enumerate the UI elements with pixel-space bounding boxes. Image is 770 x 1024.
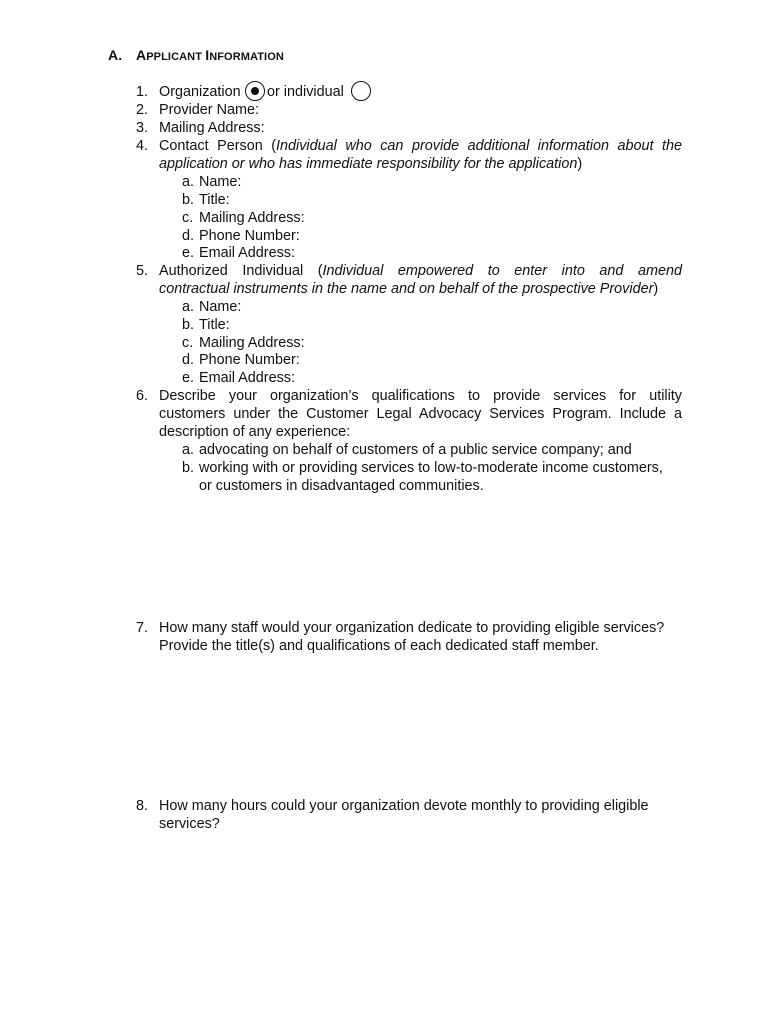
hours-question-line2: services? xyxy=(159,816,220,832)
sub-letter: b. xyxy=(182,460,195,476)
provider-name-label: Provider Name: xyxy=(159,102,259,118)
sub-letter: a. xyxy=(182,299,195,315)
sub-letter: d. xyxy=(182,228,195,244)
sub-label: Mailing Address: xyxy=(199,335,305,351)
item-number: 1. xyxy=(136,84,149,100)
hours-question-line1: How many hours could your organization devote monthly to providing eligible xyxy=(159,798,649,814)
organization-radio[interactable] xyxy=(245,81,265,101)
sub-label: Title: xyxy=(199,192,230,208)
authorized-individual-line1 xyxy=(159,262,682,280)
sub-letter: b. xyxy=(182,317,195,333)
sub-label: Name: xyxy=(199,174,242,190)
qualifications-line2: customers under the Customer Legal Advocacy Services Program. Include a xyxy=(159,406,682,422)
sub-letter: c. xyxy=(182,210,194,226)
text: ) xyxy=(653,281,659,297)
individual-label: or individual xyxy=(267,84,344,100)
section-heading xyxy=(108,47,284,63)
mailing-address-label: Mailing Address: xyxy=(159,120,265,136)
sub-letter: b. xyxy=(182,192,195,208)
sub-letter: a. xyxy=(182,174,195,190)
qualifications-line3: description of any experience: xyxy=(159,424,351,440)
sub-letter: c. xyxy=(182,335,194,351)
text: application or who has immediate responsibility for the application xyxy=(159,156,578,172)
section-letter: A. xyxy=(108,47,123,63)
section-title-part: NFORMATION xyxy=(209,51,284,63)
item-number: 3. xyxy=(136,120,149,136)
sub-label: advocating on behalf of customers of a public service company; and xyxy=(199,442,632,458)
sub-label: Email Address: xyxy=(199,245,295,261)
sub-letter: d. xyxy=(182,352,195,368)
sub-letter: e. xyxy=(182,245,195,261)
sub-label: Name: xyxy=(199,299,242,315)
text: Individual empowered to enter into and amend xyxy=(322,263,683,279)
sub-label: Title: xyxy=(199,317,230,333)
item-number: 5. xyxy=(136,263,149,279)
organization-label: Organization xyxy=(159,84,241,100)
text: Contact Person ( xyxy=(159,138,277,154)
sub-label: Phone Number: xyxy=(199,228,300,244)
sub-letter: a. xyxy=(182,442,195,458)
text: contractual instruments in the name and on behalf of the prospective Provider xyxy=(159,281,654,297)
text: Authorized Individual ( xyxy=(159,263,323,279)
staff-question-line1: How many staff would your organization dedicate to providing eligible services? xyxy=(159,620,665,636)
sub-label: working with or providing services to low-to-moderate income customers, xyxy=(199,460,663,476)
sub-label: or customers in disadvantaged communities. xyxy=(199,478,484,494)
contact-person-line1 xyxy=(159,137,682,155)
qualifications-line1: Describe your organization’s qualifications to provide services for utility xyxy=(159,388,682,404)
item-number: 6. xyxy=(136,388,149,404)
item-number: 2. xyxy=(136,102,149,118)
text: ) xyxy=(577,156,583,172)
staff-question-line2: Provide the title(s) and qualifications of each dedicated staff member. xyxy=(159,638,599,654)
item-number: 4. xyxy=(136,138,149,154)
sub-letter: e. xyxy=(182,370,195,386)
section-title-part: PPLICANT xyxy=(146,51,206,63)
section-title-part: A xyxy=(136,47,147,63)
contact-person-line2 xyxy=(159,155,582,173)
individual-radio[interactable] xyxy=(351,81,371,101)
authorized-individual-line2 xyxy=(159,280,658,298)
sub-label: Phone Number: xyxy=(199,352,300,368)
item-number: 7. xyxy=(136,620,149,636)
sub-label: Mailing Address: xyxy=(199,210,305,226)
item-number: 8. xyxy=(136,798,149,814)
section-title-part: I xyxy=(205,47,210,63)
text: Individual who can provide additional information about the xyxy=(276,138,683,154)
sub-label: Email Address: xyxy=(199,370,295,386)
